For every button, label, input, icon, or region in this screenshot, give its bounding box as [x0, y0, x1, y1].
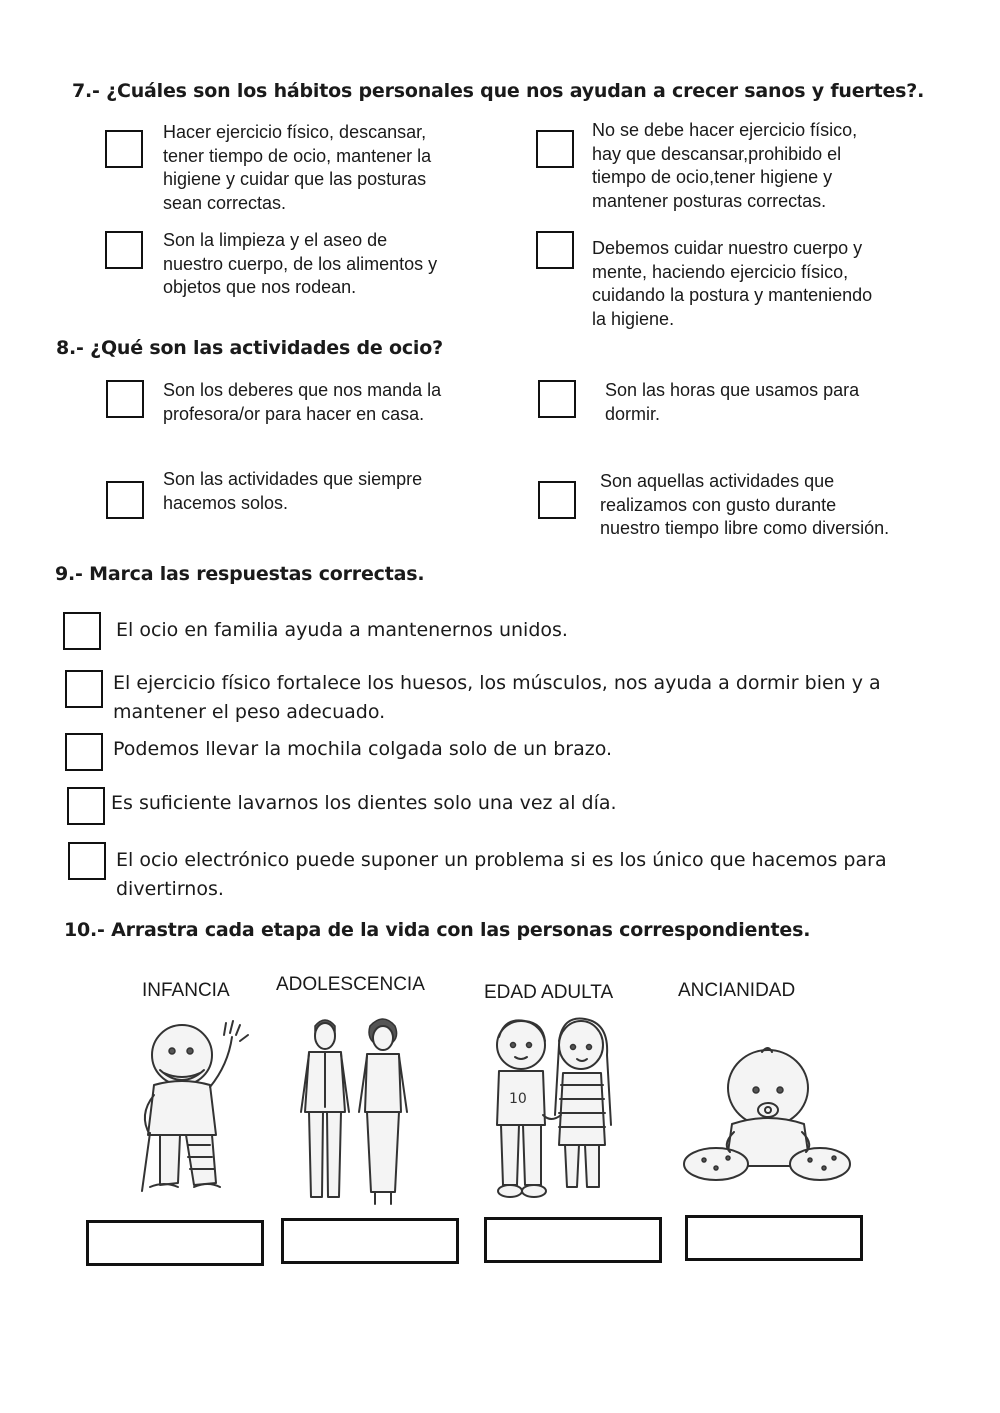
question-9-title: 9.- Marca las respuestas correctas.	[55, 563, 425, 585]
stage-label-infancia[interactable]: INFANCIA	[142, 980, 230, 1001]
drop-target-2[interactable]	[281, 1218, 459, 1264]
drop-target-1[interactable]	[86, 1220, 264, 1266]
q9-statement-5-checkbox[interactable]	[68, 842, 106, 880]
q8-option-1-text: Son los deberes que nos manda la profesora/or para hacer en casa.	[163, 380, 442, 424]
q8-option-4-text: Son aquellas actividades que realizamos con gusto durante nuestro tiempo libre como diversión.	[600, 471, 890, 538]
q9-statement-5-text: El ocio electrónico puede suponer un problema si es los único que hacemos para divertirnos.	[116, 849, 887, 900]
baby-icon	[682, 1040, 852, 1190]
q8-option-2-text: Son las horas que usamos para dormir.	[605, 380, 860, 424]
q9-statement-3-checkbox[interactable]	[65, 733, 103, 771]
q7-option-2-checkbox[interactable]	[536, 130, 574, 168]
stage-label-adolescencia[interactable]: ADOLESCENCIA	[276, 974, 425, 995]
q7-option-1-text: Hacer ejercicio físico, descansar, tener tiempo de ocio, mantener la higiene y cuidar que las posturas sean correctas.	[163, 122, 432, 213]
teen-couple-icon	[485, 1015, 635, 1205]
q8-option-2-checkbox[interactable]	[538, 380, 576, 418]
q8-option-3-checkbox[interactable]	[106, 481, 144, 519]
drop-target-4[interactable]	[685, 1215, 863, 1261]
question-10-title: 10.- Arrastra cada etapa de la vida con las personas correspondientes.	[64, 919, 811, 941]
q7-option-4-checkbox[interactable]	[536, 231, 574, 269]
q9-statement-2-text: El ejercicio físico fortalece los huesos, los músculos, nos ayuda a dormir bien y a mantener el peso adecuado.	[113, 672, 881, 723]
stage-label-edad-adulta[interactable]: EDAD ADULTA	[484, 982, 614, 1003]
q9-statement-1-text: El ocio en familia ayuda a mantenernos unidos.	[116, 619, 568, 641]
drop-target-3[interactable]	[484, 1217, 662, 1263]
q8-option-1-checkbox[interactable]	[106, 380, 144, 418]
q9-statement-2-checkbox[interactable]	[65, 670, 103, 708]
q8-option-3-text: Son las actividades que siempre hacemos solos.	[163, 469, 423, 513]
q9-statement-1-checkbox[interactable]	[63, 612, 101, 650]
q7-option-4-text: Debemos cuidar nuestro cuerpo y mente, haciendo ejercicio físico, cuidando la postura y manteniendo la higiene.	[592, 238, 873, 329]
q7-option-3-text: Son la limpieza y el aseo de nuestro cuerpo, de los alimentos y objetos que nos rodean.	[163, 230, 438, 297]
q9-statement-3-text: Podemos llevar la mochila colgada solo de un brazo.	[113, 738, 613, 760]
q7-option-1-checkbox[interactable]	[105, 130, 143, 168]
question-7-title: 7.- ¿Cuáles son los hábitos personales que nos ayudan a crecer sanos y fuertes?.	[72, 80, 925, 102]
q7-option-2-text: No se debe hacer ejercicio físico, hay que descansar,prohibido el tiempo de ocio,tener higiene y mantener posturas correctas.	[592, 120, 858, 211]
stage-label-ancianidad[interactable]: ANCIANIDAD	[678, 980, 796, 1001]
q9-statement-4-text: Es suficiente lavarnos los dientes solo una vez al día.	[111, 792, 617, 814]
svg-text:10: 10	[509, 1091, 527, 1107]
elderly-man-icon	[120, 1015, 260, 1195]
q9-statement-4-checkbox[interactable]	[67, 787, 105, 825]
question-8-title: 8.- ¿Qué son las actividades de ocio?	[56, 337, 443, 359]
q7-option-3-checkbox[interactable]	[105, 231, 143, 269]
q8-option-4-checkbox[interactable]	[538, 481, 576, 519]
adult-couple-icon	[295, 1012, 425, 1212]
